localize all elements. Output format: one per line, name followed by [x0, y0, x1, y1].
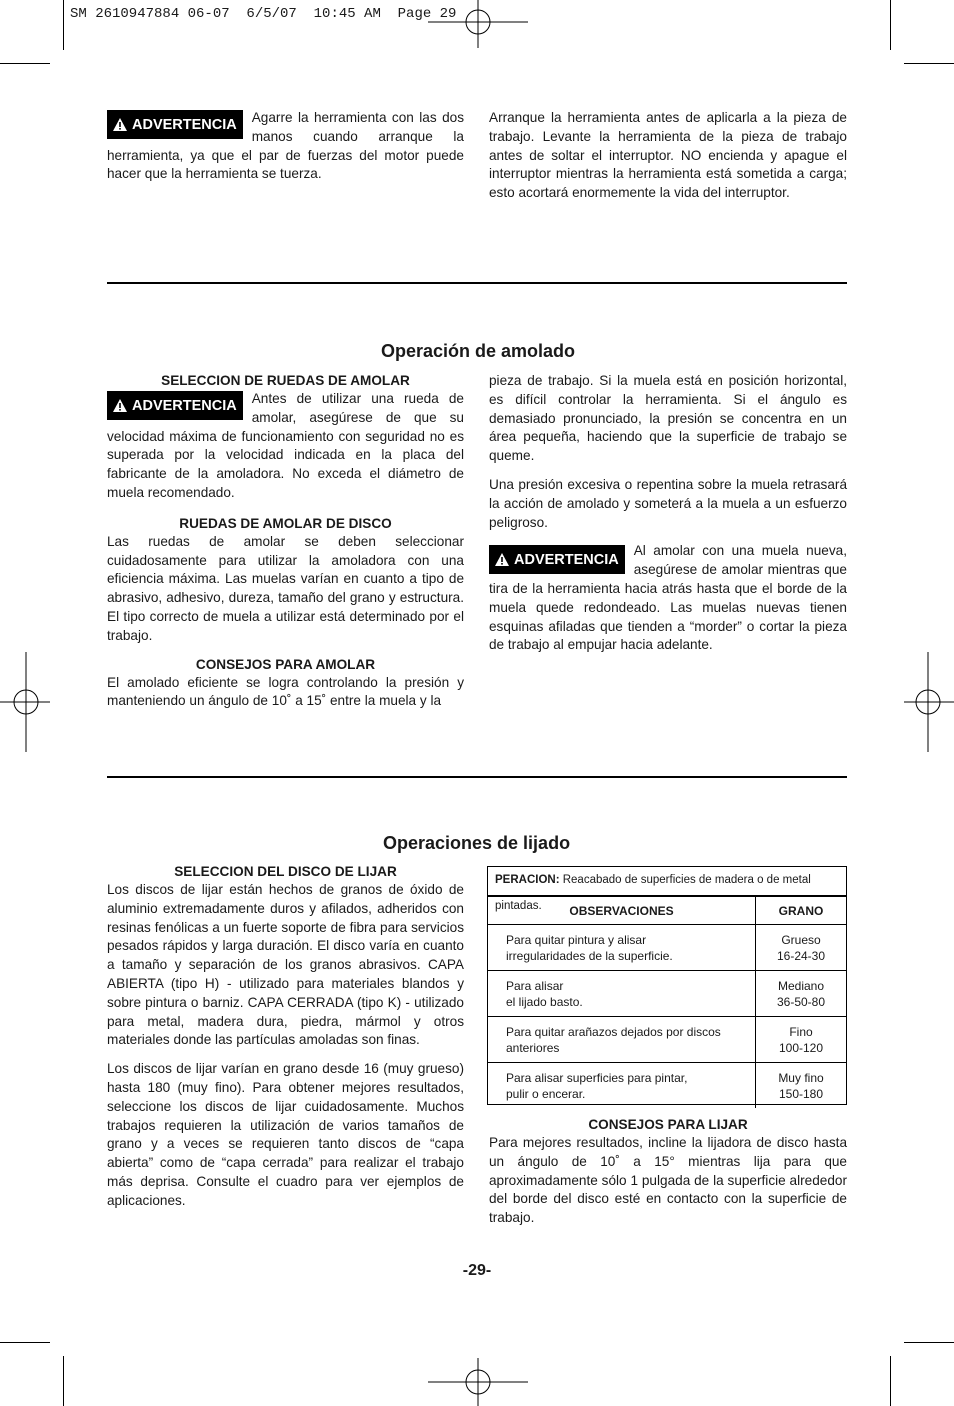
table-row — [488, 925, 846, 971]
crop-mark — [0, 63, 50, 64]
operation-text: Reacabado de superficies de madera o de metal pintadas. — [495, 874, 811, 912]
warning-triangle-icon — [113, 118, 127, 131]
cell-line: 36-50-80 — [776, 994, 826, 1009]
paragraph: Para mejores resultados, incline la lijadora de disco hasta un ángulo de 10˚ a 15° mientras lija para que aproximadamente sólo 1 pulgada de la superficie alrededor del borde del disco esté en contacto con la superficie de trabajo. — [489, 1135, 847, 1226]
warning-label: ADVERTENCIA — [514, 552, 619, 569]
paragraph: Las ruedas de amolar se deben seleccionar cuidadosamente para utilizar la amoladora con una eficiencia máxima. Las muelas varían en cuanto a tipo de abrasivo, adhesivo, dureza, tamaño del grano y estructura. El tipo correcto de muela a utilizar está determinado por el trabajo. — [107, 533, 464, 643]
cell-line: Para alisar — [506, 978, 564, 993]
print-slug-header: SM 2610947884 06-07 6/5/07 10:45 AM Page 29 — [70, 6, 457, 22]
observation-cell — [488, 925, 756, 971]
table-header-row — [488, 897, 846, 925]
page-number: -29- — [462, 1262, 492, 1279]
cell-line: 100-120 — [778, 1040, 824, 1055]
section-divider — [107, 776, 847, 778]
cell-line: Muy fino — [778, 1070, 824, 1085]
section-title-lijado: Operaciones de lijado — [383, 833, 571, 853]
table-row — [488, 1063, 846, 1109]
table-row — [488, 1017, 846, 1063]
advertencia-badge — [107, 110, 243, 139]
cell-line: Para quitar arañazos dejados por discos — [506, 1024, 721, 1039]
lijado-right-column — [489, 1116, 847, 1228]
crop-mark — [0, 1342, 50, 1343]
warning-triangle-icon — [495, 553, 509, 566]
grit-cell — [756, 925, 847, 971]
subheading: CONSEJOS PARA AMOLAR — [195, 656, 376, 672]
cell-line: 150-180 — [778, 1086, 824, 1101]
subheading: SELECCION DE RUEDAS DE AMOLAR — [161, 373, 410, 388]
cell-line: Para alisar superficies para pintar, — [506, 1070, 688, 1085]
observation-cell — [488, 1017, 756, 1063]
warning-paragraph — [489, 542, 847, 655]
registration-mark-icon — [0, 652, 50, 752]
paragraph: El amolado eficiente se logra controlando la presión y manteniendo un ángulo de 10˚ a 15˚ entre la muela y la — [107, 674, 464, 709]
grit-cell — [756, 1017, 847, 1063]
registration-mark-icon — [428, 1356, 528, 1406]
cell-line: pulir o encerar. — [506, 1086, 586, 1101]
warning-label: ADVERTENCIA — [132, 398, 237, 414]
cell-line: Mediano — [777, 978, 825, 993]
grit-cell — [756, 971, 847, 1017]
paragraph: Arranque la herramienta antes de aplicarla a la pieza de trabajo. Levante la herramienta de la pieza de trabajo antes de soltar el interruptor. NO encienda y apague el interruptor mientras la herramienta está sometida a carga; esto acortará enormemente la vida del interruptor. — [489, 110, 847, 201]
table-row — [488, 971, 846, 1017]
cell-line: 16-24-30 — [776, 948, 826, 963]
observation-cell — [488, 1063, 756, 1109]
warning-paragraph — [107, 109, 464, 184]
warning-paragraph — [107, 390, 464, 503]
amolado-left-column — [107, 372, 464, 711]
advertencia-badge — [107, 391, 243, 420]
cell-line: irregularidades de la superficie. — [506, 948, 673, 963]
cell-line: Fino — [789, 1024, 813, 1039]
amolado-right-column — [489, 372, 847, 655]
cell-line: Para quitar pintura y alisar — [506, 932, 647, 947]
observation-cell — [488, 971, 756, 1017]
warning-text: Antes de utilizar una rueda de amolar, asegúrese de que su velocidad máxima de funcionamiento con seguridad no es superada por la velocidad indicada en la placa del fabricante de la amoladora. No exceda el diámetro de muela recomendado. — [107, 391, 464, 500]
warning-text: Al amolar con una muela nueva, asegúrese de amolar mientras que tira de la herramienta hacia atrás hasta que el borde de la muela quede redondeado. Las muelas nuevas tienen esquinas afiladas que tienden a “morder” o cortar la pieza de trabajo al empujar hacia adelante. — [489, 543, 847, 653]
subheading: CONSEJOS PARA LIJAR — [588, 1117, 748, 1132]
crop-mark — [904, 63, 954, 64]
top-right-column — [489, 109, 847, 203]
column-header-grano: GRANO — [756, 897, 847, 925]
crop-mark — [63, 0, 64, 50]
paragraph: pieza de trabajo. Si la muela está en posición horizontal, es difícil controlar la herramienta. Si el ángulo es demasiado pronunciado, la presión se concentra en un área pequeña, haciendo que la superficie de trabajo se queme. — [489, 373, 847, 464]
lijado-left-column — [107, 863, 464, 1211]
warning-text: Agarre la herramienta con las dos manos cuando arranque la herramienta, ya que el par de fuerzas del motor puede hacer que la herramienta se tuerza. — [107, 110, 464, 182]
subheading: RUEDAS DE AMOLAR DE DISCO — [179, 515, 392, 531]
paragraph: Los discos de lijar están hechos de granos de óxido de aluminio extremadamente duros y afilados, adheridos con resinas fenólicas a un fuerte soporte de fibra para servicios pesados rápidos y larga duración. El disco varía en cuanto a tamaño y separación de los granos abrasivos. CAPA ABIERTA (tipo H) - utilizado para materiales blandos y sobre pintura o barniz. CAPA CERRADA (tipo K) - utilizado para metal, madera dura, piedra, mármol y otros materiales donde las partículas amoladas son finas. — [107, 882, 464, 1048]
cell-line: Grueso — [781, 932, 821, 947]
registration-mark-icon — [904, 652, 954, 752]
column-header-observaciones: OBSERVACIONES — [488, 897, 756, 925]
crop-mark — [890, 1356, 891, 1406]
advertencia-badge — [489, 545, 625, 574]
crop-mark — [904, 1342, 954, 1343]
grit-cell — [756, 1063, 847, 1109]
operation-label: PERACION: — [495, 874, 560, 886]
cell-line: anteriores — [506, 1040, 560, 1055]
sanding-grit-table — [487, 866, 847, 1105]
cell-line: el lijado basto. — [506, 994, 583, 1009]
top-left-column — [107, 109, 464, 184]
section-title-amolado: Operación de amolado — [381, 341, 576, 361]
paragraph: Una presión excesiva o repentina sobre la muela retrasará la acción de amolado y someterá a la muela a un esfuerzo peligroso. — [489, 476, 847, 530]
paragraph: Los discos de lijar varían en grano desde 16 (muy grueso) hasta 180 (muy fino). Para obtener mejores resultados, seleccione los discos de lijar cuidadosamente. Muchos trabajos requieren la utilización de varios tamaños de grano y a veces se requieren tanto discos de “capa abierta” como de “capa cerrada” para realizar el trabajo más deprisa. Consulte el cuadro para ver ejemplos de aplicaciones. — [107, 1061, 464, 1208]
registration-mark-icon — [428, 0, 528, 50]
crop-mark — [63, 1356, 64, 1406]
grit-table — [488, 896, 846, 1108]
warning-label: ADVERTENCIA — [132, 117, 237, 133]
warning-triangle-icon — [113, 399, 127, 412]
section-divider — [107, 282, 847, 284]
crop-mark — [890, 0, 891, 50]
subheading: SELECCION DEL DISCO DE LIJAR — [174, 864, 397, 879]
